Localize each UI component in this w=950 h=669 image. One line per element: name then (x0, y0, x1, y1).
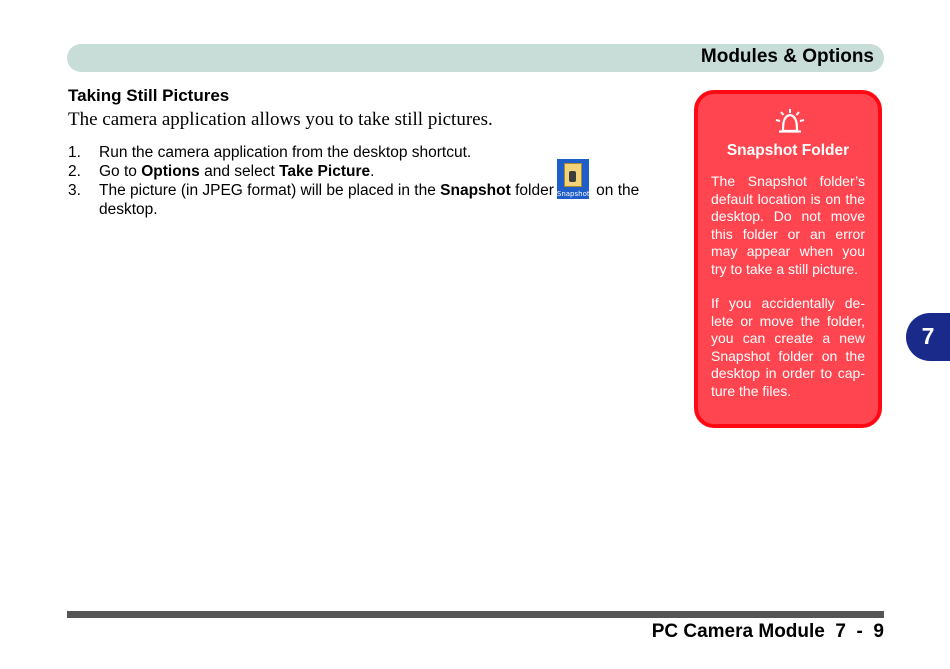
header-bar (67, 44, 884, 72)
warning-bell-icon (772, 107, 808, 137)
sidebar-note-box (694, 90, 882, 428)
folder-icon (564, 163, 582, 187)
take-picture-label: Take Picture (279, 163, 371, 180)
list-item (68, 181, 668, 219)
step-number: 3. (68, 182, 81, 199)
chapter-tab (906, 313, 950, 361)
step-text: Go to Options and select Take Picture. (99, 163, 375, 180)
chapter-number: 7 (921, 323, 935, 349)
intro-text: The camera application allows you to take still pictures. (68, 109, 493, 130)
sidebar-paragraph: If you accidentally de-lete or move the folder, you can create a new Snapshot folder on the desktop in order to cap-ture the files. (711, 295, 865, 399)
snapshot-label: Snapshot (440, 182, 511, 199)
footer (652, 620, 884, 644)
step-text: The picture (in JPEG format) will be placed in the Snapshot folder Snapshot on the desktop. (99, 181, 668, 219)
sidebar-paragraph: The Snapshot folder’s default location is on the desktop. Do not move this folder or an error may appear when you try to take a still picture. (711, 173, 865, 277)
snapshot-icon-caption: Snapshot (556, 190, 590, 198)
steps-list (68, 143, 668, 219)
step-number: 1. (68, 144, 81, 161)
section-title: Taking Still Pictures (68, 86, 230, 105)
header-title: Modules & Options (700, 46, 874, 67)
step-text: Run the camera application from the desktop shortcut. (99, 144, 472, 161)
step-number: 2. (68, 163, 81, 180)
options-label: Options (141, 163, 200, 180)
sidebar-title: Snapshot Folder (726, 142, 850, 159)
footer-rule (67, 611, 884, 618)
snapshot-folder-icon (557, 159, 589, 199)
footer-title: PC Camera Module (651, 621, 825, 642)
page-number: 7 - 9 (835, 621, 884, 642)
